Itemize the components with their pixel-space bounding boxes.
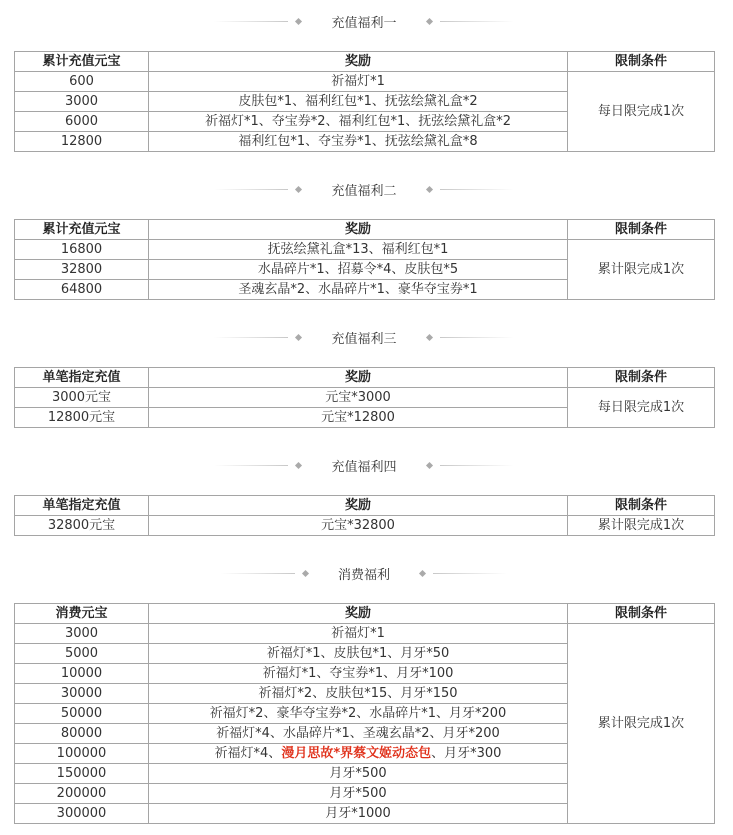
header-amount: 消费元宝 (15, 604, 149, 624)
header-reward: 奖励 (149, 52, 568, 72)
table-header-row (15, 604, 715, 624)
diamond-icon (295, 185, 302, 192)
title-divider-line (214, 337, 288, 338)
reward-text: 、月牙*300 (431, 745, 502, 761)
amount-cell: 150000 (15, 764, 149, 784)
table-header-row (15, 368, 715, 388)
table-row (15, 240, 715, 260)
reward-cell: 祈福灯*1、夺宝券*1、月牙*100 (149, 664, 568, 684)
reward-table-5 (14, 603, 715, 824)
section-title-4 (14, 455, 714, 475)
amount-cell: 64800 (15, 280, 149, 300)
reward-cell: 月牙*1000 (149, 804, 568, 824)
reward-text: 祈福灯*4、 (214, 745, 282, 761)
amount-cell: 600 (15, 72, 149, 92)
amount-cell: 100000 (15, 744, 149, 764)
title-divider-line (440, 189, 514, 190)
reward-cell: 祈福灯*1 (149, 72, 568, 92)
diamond-icon (419, 569, 426, 576)
reward-table-2 (14, 219, 715, 300)
header-reward: 奖励 (149, 496, 568, 516)
section-title-3 (14, 327, 714, 347)
header-amount: 累计充值元宝 (15, 52, 149, 72)
amount-cell: 16800 (15, 240, 149, 260)
reward-table-3 (14, 367, 715, 428)
section-title-text: 充值福利三 (331, 331, 397, 347)
amount-cell: 32800 (15, 260, 149, 280)
section-title-2 (14, 179, 714, 199)
amount-cell: 80000 (15, 724, 149, 744)
diamond-icon (295, 333, 302, 340)
amount-cell: 6000 (15, 112, 149, 132)
title-divider-line (440, 337, 514, 338)
reward-cell: 祈福灯*1、皮肤包*1、月牙*50 (149, 644, 568, 664)
table-row (15, 516, 715, 536)
diamond-icon (425, 461, 432, 468)
table-row (15, 72, 715, 92)
reward-cell: 皮肤包*1、福利红包*1、抚弦绘黛礼盒*2 (149, 92, 568, 112)
title-divider-line (440, 465, 514, 466)
reward-cell (149, 744, 568, 764)
header-limit: 限制条件 (568, 368, 715, 388)
reward-cell: 祈福灯*2、豪华夺宝券*2、水晶碎片*1、月牙*200 (149, 704, 568, 724)
amount-cell: 200000 (15, 784, 149, 804)
limit-cell: 每日限完成1次 (568, 72, 715, 152)
limit-cell: 累计限完成1次 (568, 516, 715, 536)
header-amount: 单笔指定充值 (15, 496, 149, 516)
header-limit: 限制条件 (568, 604, 715, 624)
header-limit: 限制条件 (568, 496, 715, 516)
amount-cell: 3000元宝 (15, 388, 149, 408)
reward-cell: 抚弦绘黛礼盒*13、福利红包*1 (149, 240, 568, 260)
header-limit: 限制条件 (568, 220, 715, 240)
amount-cell: 12800 (15, 132, 149, 152)
amount-cell: 3000 (15, 92, 149, 112)
diamond-icon (425, 185, 432, 192)
header-reward: 奖励 (149, 220, 568, 240)
header-reward: 奖励 (149, 368, 568, 388)
title-divider-line (214, 465, 288, 466)
reward-cell: 月牙*500 (149, 784, 568, 804)
table-header-row (15, 220, 715, 240)
title-divider-line (440, 21, 514, 22)
reward-cell: 月牙*500 (149, 764, 568, 784)
limit-cell: 累计限完成1次 (568, 240, 715, 300)
amount-cell: 12800元宝 (15, 408, 149, 428)
reward-cell: 元宝*3000 (149, 388, 568, 408)
highlight-reward-text: 漫月思故*界蔡文姬动态包 (281, 745, 432, 761)
amount-cell: 50000 (15, 704, 149, 724)
table-row (15, 388, 715, 408)
header-limit: 限制条件 (568, 52, 715, 72)
title-divider-line (433, 573, 507, 574)
reward-cell: 元宝*32800 (149, 516, 568, 536)
reward-cell: 祈福灯*1 (149, 624, 568, 644)
section-title-text: 消费福利 (337, 567, 390, 583)
header-amount: 单笔指定充值 (15, 368, 149, 388)
section-title-5 (14, 563, 714, 583)
diamond-icon (302, 569, 309, 576)
limit-cell: 累计限完成1次 (568, 624, 715, 824)
table-header-row (15, 496, 715, 516)
amount-cell: 3000 (15, 624, 149, 644)
title-divider-line (221, 573, 295, 574)
header-reward: 奖励 (149, 604, 568, 624)
reward-cell: 水晶碎片*1、招募令*4、皮肤包*5 (149, 260, 568, 280)
section-title-text: 充值福利二 (331, 183, 397, 199)
amount-cell: 10000 (15, 664, 149, 684)
header-amount: 累计充值元宝 (15, 220, 149, 240)
reward-cell: 福利红包*1、夺宝券*1、抚弦绘黛礼盒*8 (149, 132, 568, 152)
reward-cell: 祈福灯*2、皮肤包*15、月牙*150 (149, 684, 568, 704)
table-header-row (15, 52, 715, 72)
reward-table-4 (14, 495, 715, 536)
diamond-icon (295, 461, 302, 468)
amount-cell: 300000 (15, 804, 149, 824)
reward-cell: 元宝*12800 (149, 408, 568, 428)
diamond-icon (425, 17, 432, 24)
title-divider-line (214, 189, 288, 190)
reward-table-1 (14, 51, 715, 152)
section-title-text: 充值福利四 (331, 459, 397, 475)
diamond-icon (295, 17, 302, 24)
diamond-icon (425, 333, 432, 340)
title-divider-line (214, 21, 288, 22)
section-title-text: 充值福利一 (331, 15, 397, 31)
amount-cell: 32800元宝 (15, 516, 149, 536)
limit-cell: 每日限完成1次 (568, 388, 715, 428)
section-title-1 (14, 11, 714, 31)
reward-cell: 祈福灯*4、水晶碎片*1、圣魂玄晶*2、月牙*200 (149, 724, 568, 744)
reward-cell: 祈福灯*1、夺宝券*2、福利红包*1、抚弦绘黛礼盒*2 (149, 112, 568, 132)
amount-cell: 30000 (15, 684, 149, 704)
table-row (15, 624, 715, 644)
amount-cell: 5000 (15, 644, 149, 664)
reward-cell: 圣魂玄晶*2、水晶碎片*1、豪华夺宝券*1 (149, 280, 568, 300)
